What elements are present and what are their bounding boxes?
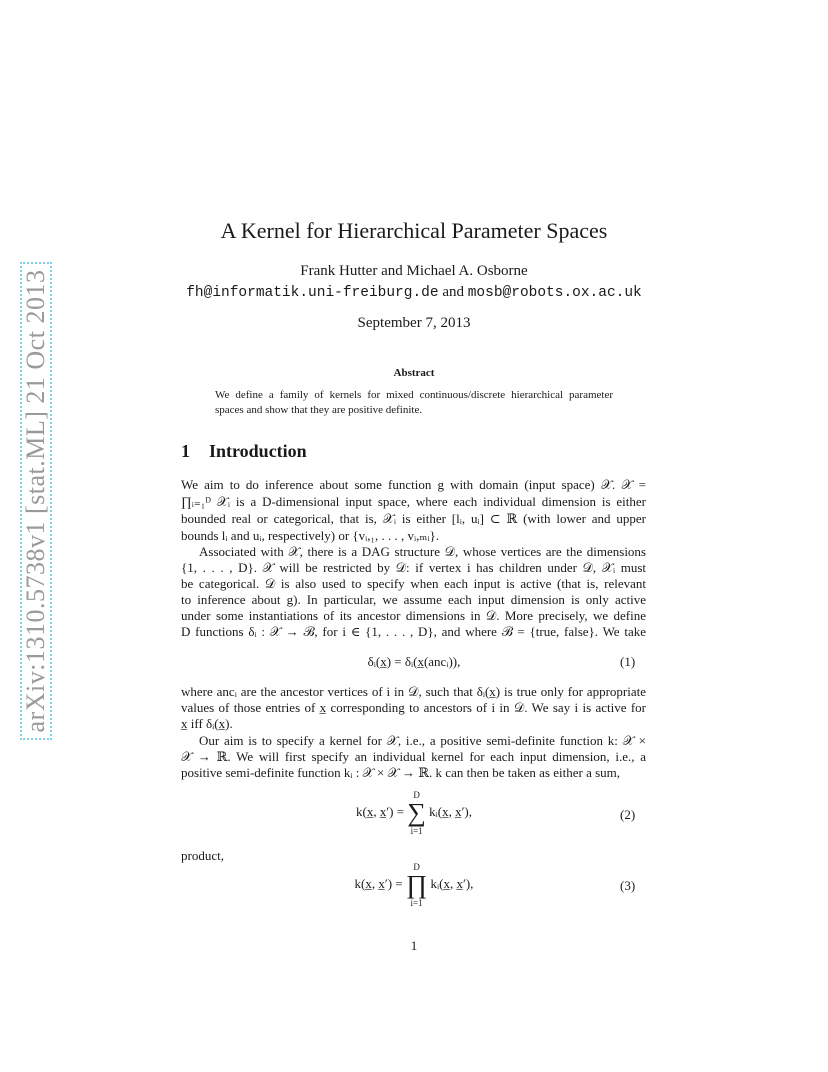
paragraph2-line: {1, . . . , D}. 𝒳 will be restricted by 𝒟: if vertex i has children under 𝒟, 𝒳ᵢ must <box>181 560 646 575</box>
email-hutter[interactable]: fh@informatik.uni-freiburg.de <box>186 285 439 301</box>
equation-2-rhs: kᵢ(x̲, x̲′), <box>429 803 473 819</box>
product-upper-limit: D <box>413 862 420 872</box>
abstract-heading: Abstract <box>393 367 435 379</box>
equation-1-number: (1) <box>620 654 636 669</box>
sum-upper-limit: D <box>413 790 420 800</box>
equation-3-rhs: kᵢ(x̲, x̲′), <box>430 875 474 891</box>
abstract-body <box>215 388 613 418</box>
paragraph4-line: Our aim is to specify a kernel for 𝒳, i.e., a positive semi-definite function k: 𝒳 × <box>199 733 646 748</box>
equation-2-number: (2) <box>620 807 636 822</box>
product-lower-limit: i=1 <box>410 898 423 908</box>
summation-operator <box>407 789 426 837</box>
equation-2 <box>0 789 828 837</box>
section-heading <box>181 441 307 462</box>
paragraph2-line: under some instantiations of its ancestor dimensions in 𝒟. More precisely, we define <box>181 608 646 623</box>
paragraph2-line: Associated with 𝒳, there is a DAG structure 𝒟, whose vertices are the dimensions <box>199 544 646 559</box>
paragraph4-line: 𝒳 → ℝ. We will first specify an individual kernel for each input dimension, i.e., a <box>181 749 646 764</box>
paragraph1-line: We aim to do inference about some function g with domain (input space) 𝒳. 𝒳 = <box>181 477 646 492</box>
page-number: 1 <box>410 938 418 953</box>
paragraph2-line: to inference about g). In particular, we assume each input dimension is only active <box>181 592 646 607</box>
abstract-line: spaces and show that they are positive definite. <box>215 404 423 416</box>
paragraph1-line: bounded real or categorical, that is, 𝒳ᵢ is either [lᵢ, uᵢ] ⊂ ℝ (with lower and upper <box>181 511 646 526</box>
paragraph4-line: positive semi-definite function kᵢ : 𝒳 × 𝒳 → ℝ. k can then be taken as either a sum, <box>181 765 621 780</box>
paragraph2-line: be categorical. 𝒟 is also used to specify when each input is active (that is, relevant <box>181 576 646 591</box>
paragraph3-line: where ancᵢ are the ancestor vertices of i in 𝒟, such that δᵢ(x̲) is true only for appropriate <box>181 684 646 699</box>
product-operator <box>406 861 427 909</box>
paragraph3-line: x̲ iff δᵢ(x̲). <box>181 716 233 731</box>
paragraph3-line: values of those entries of x̲ corresponding to ancestors of i in 𝒟. We say i is active for <box>181 700 646 715</box>
equation-3 <box>0 861 828 909</box>
sum-symbol: ∑ <box>407 798 426 827</box>
paragraph1-line: ∏ᵢ₌₁ᴰ 𝒳ᵢ is a D-dimensional input space, where each individual dimension is either <box>181 494 646 509</box>
email-separator: and <box>442 284 464 300</box>
email-osborne[interactable]: mosb@robots.ox.ac.uk <box>467 285 642 301</box>
product-symbol: ∏ <box>405 870 428 899</box>
equation-1: δᵢ(x̲) = δᵢ(x̲(ancᵢ)), <box>367 654 461 669</box>
paper-authors: Frank Hutter and Michael A. Osborne <box>300 263 528 279</box>
sum-lower-limit: i=1 <box>410 826 423 836</box>
abstract-line: We define a family of kernels for mixed continuous/discrete hierarchical parameter <box>215 389 613 401</box>
section-number: 1 <box>181 441 190 461</box>
section-title: Introduction <box>209 441 307 461</box>
arxiv-stamp: arXiv:1310.5738v1 [stat.ML] 21 Oct 2013 <box>21 269 50 733</box>
author-emails <box>0 284 828 301</box>
paragraph2-line: D functions δᵢ : 𝒳 → ℬ, for i ∈ {1, . . . , D}, and where ℬ = {true, false}. We take <box>181 624 646 639</box>
paper-date: September 7, 2013 <box>357 315 471 331</box>
equation-3-lhs: k(x̲, x̲′) = <box>354 875 403 891</box>
equation-3-number: (3) <box>620 878 636 893</box>
paper-title: A Kernel for Hierarchical Parameter Spaces <box>220 218 608 243</box>
paragraph1-line: bounds lᵢ and uᵢ, respectively) or {vᵢ,₁, . . . , vᵢ,ₘᵢ}. <box>181 528 440 543</box>
product-label: product, <box>181 848 224 863</box>
equation-2-lhs: k(x̲, x̲′) = <box>355 803 405 819</box>
